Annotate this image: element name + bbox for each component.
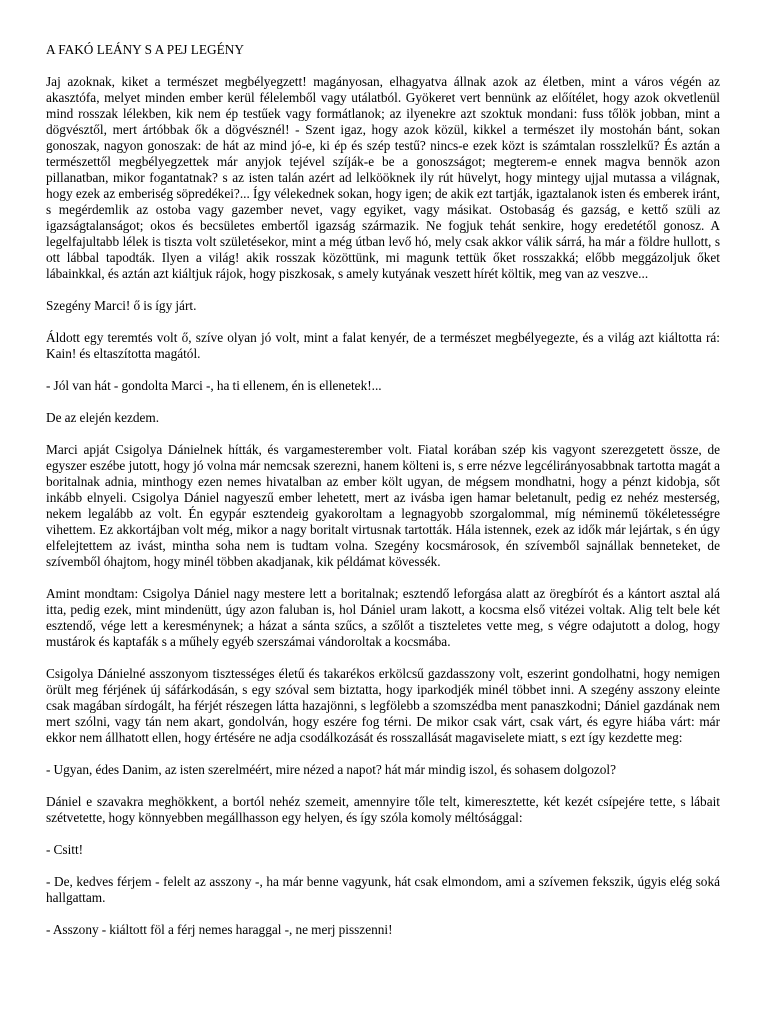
paragraph: Marci apját Csigolya Dánielnek hítták, és vargamesterember volt. Fiatal korában szép kis vagyont szerezgetett össze, de egyszer eszébe jutott, hogy jó volna már nemcsak szerezni, hanem költeni is, s erre nézve legcélirányosabbnak tartotta magát a boritalnak adnia, minthogy ezen nemes hivatalban az ember költ ugyan, de mégsem mondhatni, hogy a pénzt kidobja, sőt inkább elnyeli. Csigolya Dániel nagyeszű ember lehetett, mert az ivásba igen hamar beletanult, pedig ez nehéz mesterség, nekem legalább az volt. Én egypár esztendeig gyakoroltam a legnagyobb szorgalommal, míg néminemű tökéletességre vihettem. Ez akkortájban volt még, mikor a nagy boritalt virtusnak tartották. Hála istennek, ezek az idők már lejártak, s én úgy elfelejtettem az ivást, mintha soha nem is tudtam volna. Szegény kocsmárosok, én szívemből sajnállak benneteket, de szívemből óhajtom, hogy minél többen akadjanak, kik példámat kövessék.	[46, 442, 720, 569]
document-title: A FAKÓ LEÁNY S A PEJ LEGÉNY	[46, 42, 244, 57]
paragraph: Szegény Marci! ő is így járt.	[46, 298, 197, 313]
paragraph: - De, kedves férjem - felelt az asszony -, ha már benne vagyunk, hát csak elmondom, ami a szívemen fekszik, úgyis elég soká hallgattam.	[46, 874, 720, 905]
paragraph: Csigolya Dánielné asszonyom tisztességes életű és takarékos erkölcsű gazdasszony volt, eszerint gondolhatni, hogy nemigen örült meg férjének új sáfárkodásán, s egy szóval sem biztatta, hogy iparkodjék minél többet inni. A szegény asszony eleinte csak magában sírdogált, ha férjét részegen látta hazajönni, s legfölebb a szomszédba ment panaszkodni; Dániel gazdának nem mert szólni, vagy tán nem akart, gondolván, hogy eszére fog térni. De mikor csak várt, csak várt, és egyre hiába várt: már ekkor nem állhatott ellen, hogy értésére ne adja csodálkozását és rosszallását magaviselete miatt, s ezt így kezdette meg:	[46, 666, 720, 745]
paragraph: - Asszony - kiáltott föl a férj nemes haraggal -, ne merj pisszenni!	[46, 922, 393, 937]
paragraph: Jaj azoknak, kiket a természet megbélyegzett! magányosan, elhagyatva állnak azok az életben, mint a város végén az akasztófa, melyet minden ember kerül félelemből vagy utálatból. Gyökeret vert bennünk az előítélet, hogy azok okvetlenül mind rosszak lélekben, kik nem ép testűek vagy formátlanok; az ilyenekre azt szoktuk mondani: fuss tőlök jobban, mint a dögvésztől, mert ártóbbak ők a dögvésznél! - Szent igaz, hogy azok közül, kikkel a természet ily mostohán bánt, sokan gonoszak, nagyon gonoszak: de hát az mind jó-e, ki ép és szép testű? nincs-e ezek közt is számtalan rosszlelkű? És aztán a természettől megbélyegzettek már anyjok tejével szíják-e be a gonoszságot; megterem-e ennek magva bennök azon pillanatban, mikor fogantatnak? s az isten talán azért ad lelkööknek ily rút hüvelyt, hogy mintegy ujjal mutassa a világnak, hogy ezek az emberiség söpredékei?... Így vélekednek sokan, hogy igen; de akik ezt tartják, igaztalanok isten és emberek iránt, s megérdemlik az ostoba vagy gazember nevet, vagy egyiket, vagy másikat. Ostobaság és gazság, e kettő szüli az igazságtalanságot; okos és becsületes embertől igazság származik. Ne fogjuk tehát senkire, hogy eredetétől gonosz. A legelfajultabb lélek is tiszta volt születésekor, mint a még útban levő hó, mely csak akkor válik sárrá, ha már a földre hullott, s ott lábbal tapodták. Ilyen a világ! akik rosszak közöttünk, mi magunk tettük őket rosszakká; előbb meggázoljuk őket lábainkkal, és aztán azt kiáltjuk rájok, hogy piszkosak, s amely kutyának veszett hírét költik, meg van az veszve...	[46, 74, 720, 281]
paragraph: Áldott egy teremtés volt ő, szíve olyan jó volt, mint a falat kenyér, de a természet megbélyegezte, és a világ azt kiáltotta rá: Kain! és eltaszította magától.	[46, 330, 720, 361]
paragraph: - Ugyan, édes Danim, az isten szerelméért, mire nézed a napot? hát már mindig iszol, és sohasem dolgozol?	[46, 762, 617, 777]
paragraph: Amint mondtam: Csigolya Dániel nagy mestere lett a boritalnak; esztendő leforgása alatt az öregbírót és a kántort asztal alá itta, pedig ezek, mint mindenütt, úgy azon faluban is, hol Dániel uram lakott, a kocsma első vitézei voltak. Alig telt bele két esztendő, vége lett a keresménynek; a házat a sánta szűcs, a szőlőt a tiszteletes vette meg, s végre odajutott a dolog, hogy mustárok és kaptafák s a műhely egyéb szerszámai vándoroltak a kocsmába.	[46, 586, 720, 649]
paragraph: Dániel e szavakra meghökkent, a bortól nehéz szemeit, amennyire tőle telt, kimeresztette, két kezét csípejére tette, s lábait szétvetette, hogy könnyebben megállhasson egy helyen, és így szóla komoly méltósággal:	[46, 794, 720, 825]
paragraph: - Csitt!	[46, 842, 84, 857]
paragraph: De az elején kezdem.	[46, 410, 160, 425]
paragraph: - Jól van hát - gondolta Marci -, ha ti ellenem, én is ellenetek!...	[46, 378, 382, 393]
